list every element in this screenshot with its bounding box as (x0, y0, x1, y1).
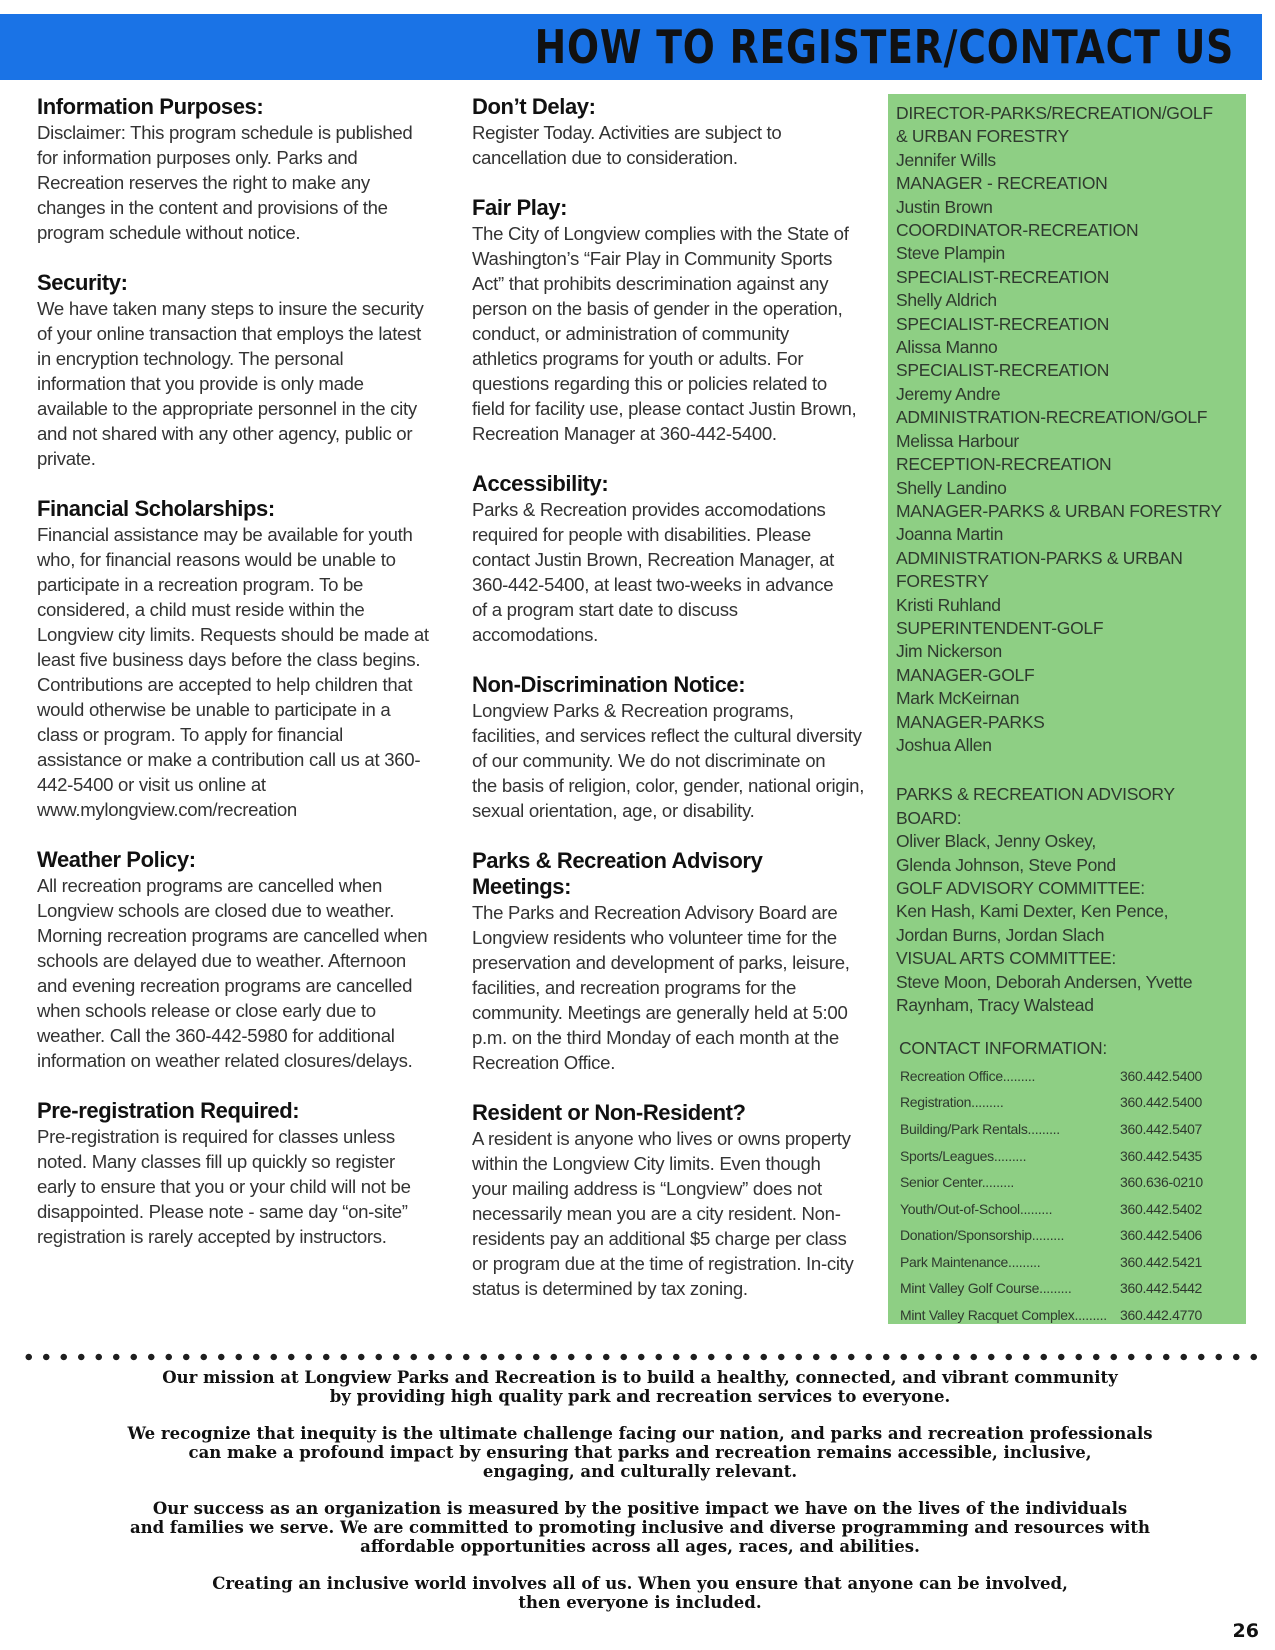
mission-paragraph (40, 1574, 1240, 1612)
section-text-line: contact Justin Brown, Recreation Manager, at (472, 549, 834, 570)
section-text-line: available to the appropriate personnel in the city (37, 398, 417, 419)
contact-label: Youth/Out-of-School......... (900, 1200, 1053, 1217)
section-heading: Resident or Non-Resident? (472, 1100, 746, 1125)
staff-entry: Jennifer Wills (896, 149, 996, 170)
contact-row (896, 1302, 1240, 1329)
board-entry: Oliver Black, Jenny Oskey, (896, 831, 1096, 852)
section-text-line: Recreation Manager at 360-442-5400. (472, 423, 777, 444)
section-text-line: of a program start date to discuss (472, 599, 738, 620)
section-text-line: required for people with disabilities. Please (472, 524, 811, 545)
section-text-line: program schedule without notice. (37, 222, 301, 243)
section-text-line: facilities, and services reflect the cultural diversity (472, 725, 862, 746)
board-entry: Steve Moon, Deborah Andersen, Yvette (896, 971, 1193, 992)
staff-entry: RECEPTION-RECREATION (896, 454, 1112, 475)
section-text-line: residents pay an additional $5 charge per class (472, 1228, 847, 1249)
contact-phone: 360.442.5407 (1120, 1120, 1203, 1137)
contact-row (896, 1222, 1240, 1249)
page-number: 26 (1232, 1620, 1259, 1642)
staff-entry: MANAGER-PARKS & URBAN FORESTRY (896, 500, 1222, 521)
section-text-line: Longview schools are closed due to weather. (37, 900, 395, 921)
section-text-line: your mailing address is “Longview” does not (472, 1178, 822, 1199)
section-text-line: class or program. To apply for financial (37, 724, 343, 745)
section-text-line: would otherwise be unable to participate in a (37, 699, 391, 720)
policy-section (37, 270, 462, 471)
section-text-line: information on weather related closures/delays. (37, 1050, 413, 1071)
staff-entry: & URBAN FORESTRY (896, 126, 1069, 147)
policy-section (472, 848, 890, 1075)
section-text-line: and evening recreation programs are cancelled (37, 975, 413, 996)
section-text-line: Financial assistance may be available for youth (37, 524, 413, 545)
board-entry: Ken Hash, Kami Dexter, Ken Pence, (896, 901, 1169, 922)
section-text-line: field for facility use, please contact Justin Brown, (472, 398, 857, 419)
policy-section (37, 94, 462, 245)
mission-line: by providing high quality park and recreation services to everyone. (329, 1387, 951, 1406)
staff-entry: COORDINATOR-RECREATION (896, 220, 1139, 241)
staff-entry: Shelly Aldrich (896, 290, 997, 311)
contact-label: Donation/Sponsorship......... (900, 1227, 1065, 1244)
section-text-line: considered, a child must reside within the (37, 599, 365, 620)
contact-label: Recreation Office......... (900, 1067, 1036, 1084)
board-entry: VISUAL ARTS COMMITTEE: (896, 948, 1116, 969)
section-text-line: A resident is anyone who lives or owns property (472, 1128, 851, 1149)
contact-phone: 360.442.5421 (1120, 1253, 1203, 1270)
staff-entry: Melissa Harbour (896, 430, 1019, 451)
left-column (37, 94, 462, 1274)
section-text-line: community. Meetings are generally held at 5:00 (472, 1002, 848, 1023)
section-heading: Meetings: (472, 874, 572, 899)
section-heading: Financial Scholarships: (37, 496, 275, 521)
mission-paragraph (40, 1499, 1240, 1556)
section-text-line: status is determined by tax zoning. (472, 1278, 748, 1299)
contact-phone: 360.442.5435 (1120, 1147, 1203, 1164)
section-text-line: information that you provide is only made (37, 373, 364, 394)
staff-entry: ADMINISTRATION-RECREATION/GOLF (896, 407, 1208, 428)
middle-column (472, 94, 890, 1326)
section-text-line: accomodations. (472, 624, 599, 645)
policy-section (37, 847, 462, 1073)
contact-label: Building/Park Rentals......... (900, 1120, 1060, 1137)
section-text-line: in encryption technology. The personal (37, 348, 344, 369)
section-text-line: p.m. on the third Monday of each month at the (472, 1027, 839, 1048)
staff-entry: Kristi Ruhland (896, 594, 1001, 615)
contact-label: Sports/Leagues......... (900, 1147, 1027, 1164)
contact-table (896, 1062, 1240, 1328)
contact-label: Registration......... (900, 1094, 1004, 1111)
section-heading: Non-Discrimination Notice: (472, 672, 746, 697)
section-text-line: of our community. We do not discriminate on (472, 750, 826, 771)
section-text-line: disappointed. Please note - same day “on-site” (37, 1201, 408, 1222)
section-text-line: who, for financial reasons would be unable to (37, 549, 396, 570)
section-text-line: The City of Longview complies with the State of (472, 223, 849, 244)
section-text-line: assistance or make a contribution call us at 360- (37, 749, 421, 770)
policy-section (472, 1100, 890, 1301)
section-text-line: www.mylongview.com/recreation (37, 799, 297, 820)
section-heading: Weather Policy: (37, 847, 196, 872)
mission-line: We recognize that inequity is the ultimate challenge facing our nation, and parks and recreation professionals (127, 1424, 1153, 1443)
section-text-line: Longview residents who volunteer time for the (472, 927, 837, 948)
contact-row (896, 1195, 1240, 1222)
policy-section (37, 1098, 462, 1249)
board-entry: Jordan Burns, Jordan Slach (896, 924, 1105, 945)
dotted-divider (20, 1353, 1260, 1361)
staff-entry: SPECIALIST-RECREATION (896, 313, 1110, 334)
section-heading: Pre-registration Required: (37, 1098, 300, 1123)
section-text-line: The Parks and Recreation Advisory Board are (472, 902, 838, 923)
contact-row (896, 1249, 1240, 1276)
mission-line: engaging, and culturally relevant. (482, 1462, 798, 1481)
contact-phone: 360.442.5406 (1120, 1227, 1203, 1244)
staff-entry: FORESTRY (896, 571, 989, 592)
board-entry: GOLF ADVISORY COMMITTEE: (896, 878, 1145, 898)
staff-entry: MANAGER-PARKS (896, 711, 1045, 732)
section-text-line: participate in a recreation program. To be (37, 574, 364, 595)
section-text-line: private. (37, 448, 96, 469)
contact-label: Mint Valley Racquet Complex......... (900, 1307, 1107, 1324)
section-heading: Security: (37, 270, 128, 295)
section-text-line: Act” that prohibits descrimination against any (472, 273, 829, 294)
section-text-line: of your online transaction that employs the latest (37, 323, 421, 344)
contact-phone: 360.442.5400 (1120, 1094, 1203, 1111)
staff-entry: SPECIALIST-RECREATION (896, 360, 1110, 381)
section-text-line: within the Longview City limits. Even though (472, 1153, 821, 1174)
mission-line: Our mission at Longview Parks and Recreation is to build a healthy, connected, and vibrant community (162, 1368, 1118, 1387)
staff-entry: Jim Nickerson (896, 641, 1002, 662)
staff-entry: Steve Plampin (896, 243, 1005, 264)
board-entry: Raynham, Tracy Walstead (896, 995, 1094, 1016)
section-heading: Don’t Delay: (472, 94, 596, 119)
section-text-line: Washington’s “Fair Play in Community Sports (472, 248, 833, 269)
section-text-line: questions regarding this or policies related to (472, 373, 827, 394)
section-text-line: person on the basis of gender in the operation, (472, 298, 843, 319)
section-text-line: noted. Many classes fill up quickly so register (37, 1151, 395, 1172)
staff-entry: SPECIALIST-RECREATION (896, 266, 1110, 287)
policy-section (472, 94, 890, 170)
contact-phone: 360.636-0210 (1120, 1174, 1203, 1191)
mission-paragraph (40, 1368, 1240, 1406)
section-text-line: Longview Parks & Recreation programs, (472, 700, 794, 721)
section-text-line: All recreation programs are cancelled when (37, 875, 382, 896)
staff-entry: Alissa Manno (896, 337, 998, 358)
contact-row (896, 1089, 1240, 1116)
section-text-line: cancellation due to consideration. (472, 147, 738, 168)
contact-label: Park Maintenance......... (900, 1253, 1041, 1270)
contact-phone: 360.442.5400 (1120, 1067, 1203, 1084)
page-title: HOW TO REGISTER/CONTACT US (534, 20, 1234, 74)
contact-row (896, 1275, 1240, 1302)
contact-label: Senior Center......... (900, 1174, 1015, 1191)
mission-line: and families we serve. We are committed to promoting inclusive and diverse programming and resources with (129, 1518, 1151, 1537)
staff-entry: Jeremy Andre (896, 383, 1001, 404)
section-text-line: Recreation reserves the right to make any (37, 172, 370, 193)
section-text-line: the basis of religion, color, gender, national origin, (472, 775, 865, 796)
contact-phone: 360.442.4770 (1120, 1307, 1203, 1324)
section-text-line: 442-5400 or visit us online at (37, 774, 266, 795)
board-entry: Glenda Johnson, Steve Pond (896, 854, 1116, 875)
contact-label: Mint Valley Golf Course......... (900, 1280, 1072, 1297)
staff-entry: MANAGER-GOLF (896, 664, 1035, 685)
staff-entry: SUPERINTENDENT-GOLF (896, 617, 1104, 638)
contact-title: CONTACT INFORMATION: (899, 1038, 1107, 1059)
section-text-line: changes in the content and provisions of the (37, 197, 388, 218)
advisory-boards (896, 783, 1240, 1017)
section-text-line: schools are delayed due to weather. Afternoon (37, 950, 406, 971)
section-text-line: We have taken many steps to insure the security (37, 298, 424, 319)
section-text-line: for information purposes only. Parks and (37, 147, 358, 168)
section-text-line: Pre-registration is required for classes unless (37, 1126, 395, 1147)
staff-contact-box (888, 94, 1246, 1324)
staff-entry: DIRECTOR-PARKS/RECREATION/GOLF (896, 103, 1213, 123)
section-text-line: 360-442-5400, at least two-weeks in advance (472, 574, 834, 595)
section-text-line: and not shared with any other agency, public or (37, 423, 413, 444)
section-text-line: or program due at the time of registration. In-city (472, 1253, 854, 1274)
board-entry: PARKS & RECREATION ADVISORY BOARD: (896, 784, 1175, 828)
contact-row (896, 1062, 1240, 1089)
staff-entry: Shelly Landino (896, 477, 1007, 498)
policy-section (472, 195, 890, 446)
section-text-line: athletics programs for youth or adults. For (472, 348, 804, 369)
policy-section (37, 496, 462, 822)
mission-line: affordable opportunities across all ages, races, and abilities. (360, 1537, 920, 1556)
staff-entry: Mark McKeirnan (896, 688, 1020, 709)
contact-phone: 360.442.5442 (1120, 1280, 1203, 1297)
policy-section (472, 672, 890, 823)
contact-row (896, 1142, 1240, 1169)
section-text-line: preservation and development of parks, leisure, (472, 952, 850, 973)
staff-list (896, 102, 1240, 757)
section-text-line: weather. Call the 360-442-5980 for additional (37, 1025, 395, 1046)
mission-line: Our success as an organization is measured by the positive impact we have on the lives of the individuals (152, 1499, 1128, 1518)
staff-entry: MANAGER - RECREATION (896, 173, 1108, 194)
title-banner (0, 14, 1262, 80)
section-text-line: sexual orientation, age, or disability. (472, 800, 755, 821)
section-text-line: when schools release or close early due to (37, 1000, 376, 1021)
section-heading: Information Purposes: (37, 94, 264, 119)
section-text-line: Disclaimer: This program schedule is published (37, 122, 413, 143)
mission-statement (40, 1368, 1240, 1630)
section-heading: Fair Play: (472, 195, 568, 220)
section-text-line: conduct, or administration of community (472, 323, 789, 344)
section-text-line: Longview city limits. Requests should be made at (37, 624, 429, 645)
mission-line: Creating an inclusive world involves all of us. When you ensure that anyone can be involved, (212, 1574, 1068, 1593)
section-text-line: registration is rarely accepted by instructors. (37, 1226, 387, 1247)
section-text-line: early to ensure that you or your child will not be (37, 1176, 411, 1197)
contact-phone: 360.442.5402 (1120, 1200, 1203, 1217)
section-text-line: Register Today. Activities are subject to (472, 122, 782, 143)
section-heading: Accessibility: (472, 471, 609, 496)
section-text-line: least five business days before the class begins. (37, 649, 421, 670)
section-heading: Parks & Recreation Advisory (472, 848, 763, 873)
section-text-line: Recreation Office. (472, 1052, 616, 1073)
mission-paragraph (40, 1424, 1240, 1481)
mission-line: can make a profound impact by ensuring that parks and recreation remains accessible, inclusive, (188, 1443, 1092, 1462)
section-text-line: Morning recreation programs are cancelled when (37, 925, 428, 946)
mission-line: then everyone is included. (518, 1593, 762, 1612)
section-text-line: Parks & Recreation provides accomodations (472, 499, 826, 520)
staff-entry: Justin Brown (896, 196, 993, 217)
section-text-line: necessarily mean you are a city resident. Non- (472, 1203, 841, 1224)
staff-entry: Joshua Allen (896, 734, 992, 755)
section-text-line: Contributions are accepted to help children that (37, 674, 413, 695)
staff-entry: Joanna Martin (896, 524, 1003, 545)
policy-section (472, 471, 890, 647)
contact-row (896, 1169, 1240, 1196)
staff-entry: ADMINISTRATION-PARKS & URBAN (896, 547, 1183, 568)
contact-row (896, 1116, 1240, 1143)
section-text-line: facilities, and recreation programs for the (472, 977, 797, 998)
